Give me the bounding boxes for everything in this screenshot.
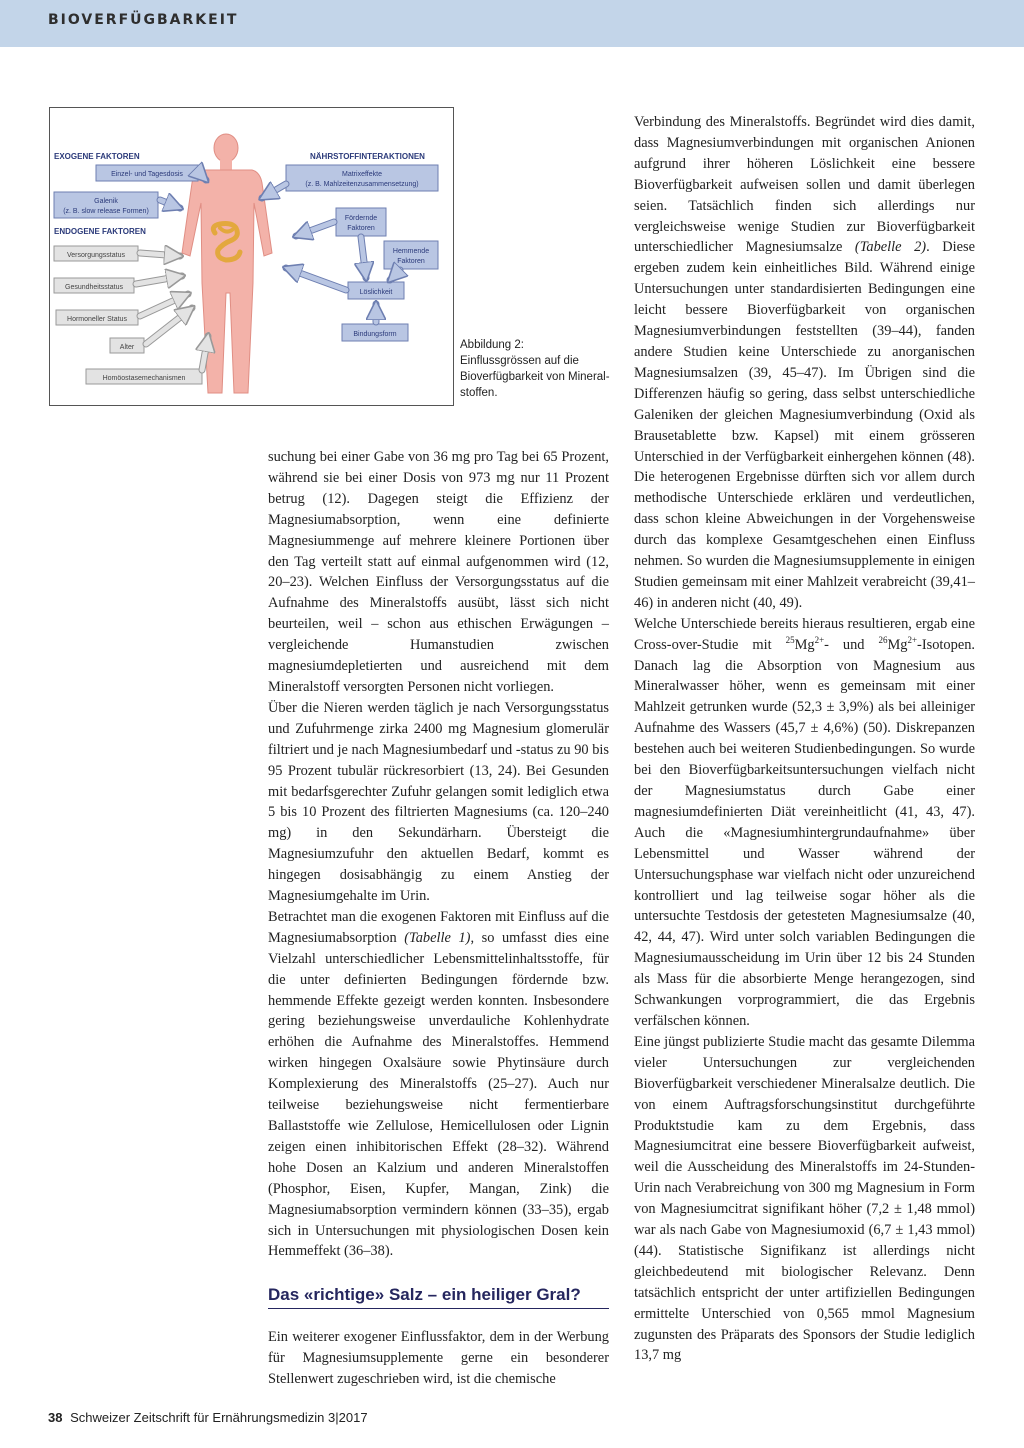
box-foerdernde-label-2: Faktoren	[347, 225, 375, 232]
box-foerdernde-label-1: Fördernde	[344, 215, 378, 222]
figure-heading-exogen: EXOGENE FAKTOREN	[54, 152, 140, 161]
column-middle-continued	[268, 1327, 609, 1390]
isotope-element: Mg	[794, 636, 815, 653]
paragraph: Über die Nieren werden täglich je nach Versorgungsstatus und Zufuhrmenge zirka 2400 mg Magnesium glomerulär filtriert und je nach Magnesiumbedarf und -status zu 90 bis 95 Prozent tubulär rückresorbiert (13, 24). Bei Gesunden mit bedarfsgerechter Zufuhr gelangen somit lediglich etwa 5 bis 10 Prozent des filtrierten Magnesiums (ca. 120–240 mg) in den Sekundärharn. Übersteigt die Magnesiumzufuhr den aktuellen Bedarf, kommt es hingegen dosisabhängig zu einem Anstieg der Magnesiumgehalte im Urin.	[268, 699, 609, 905]
figure-influence-diagram	[49, 107, 454, 406]
figure-heading-naehrstoff: NÄHRSTOFFINTERAKTIONEN	[310, 152, 425, 161]
figure-caption	[460, 337, 620, 401]
text-run: Welche Unterschiede bereits hieraus resultieren, ergab eine Cross-over-Studie mit	[634, 615, 975, 653]
box-hemmende-label-2: Faktoren	[397, 258, 425, 265]
table-reference-link[interactable]: (Tabelle 2)	[854, 239, 927, 256]
box-loeslichkeit-label: Löslichkeit	[359, 289, 393, 296]
box-einzeldosis-label: Einzel- und Tagesdosis	[111, 171, 183, 178]
box-matrix-label-2: (z. B. Mahlzeitenzusammensetzung)	[305, 181, 419, 188]
caption-line: Bioverfügbarkeit von Mineral-	[460, 371, 610, 383]
paragraph	[268, 907, 609, 1262]
diagram-svg	[50, 108, 453, 405]
section-heading-rule	[268, 1308, 609, 1309]
isotope-element: Mg	[887, 636, 908, 653]
caption-line: Abbildung 2:	[460, 339, 524, 351]
column-middle	[268, 447, 609, 1262]
paragraph	[634, 112, 975, 614]
paragraph	[634, 614, 975, 1032]
box-galenik-label-2: (z. B. slow release Formen)	[63, 208, 149, 215]
box-galenik-label-1: Galenik	[94, 198, 118, 205]
box-matrix-label-1: Matrixeffekte	[342, 171, 382, 178]
box-alter-label: Alter	[119, 344, 135, 351]
box-bindungsform-label: Bindungsform	[353, 331, 397, 338]
column-right	[634, 112, 975, 1366]
figure-heading-endogen: ENDOGENE FAKTOREN	[54, 227, 146, 236]
paragraph: suchung bei einer Gabe von 36 mg pro Tag bei 65 Prozent, während sie bei einer Dosis von 973 mg nur 11 Prozent betrug (12). Dagegen steigt die Effizienz der Magnesiumabsorption, wenn eine definierte Magnesiummenge auf mehrere kleinere Portionen über den Tag verteilt statt auf einmal aufgenommen wird (12, 20–23). Welchen Einfluss der Versorgungsstatus auf die Aufnahme des Mineralstoffs ausübt, lässt sich nicht beurteilen, weil – schon aus ethischen Erwägungen – vergleichende Humanstudien zwischen magnesiumdepletierten und ausreichend mit dem Mineralstoff versorgten Personen nicht vorliegen.	[268, 449, 609, 695]
page-number: 38	[48, 1410, 63, 1425]
arrows-naehrstoff	[262, 184, 400, 322]
text-run: - und	[824, 636, 879, 653]
table-reference-link[interactable]: (Tabelle 1)	[404, 929, 471, 946]
paragraph: Eine jüngst publizierte Studie macht das gesamte Dilemma vieler Untersuchungen zur vergleichenden Bioverfügbarkeit verschiedener Mineralsalze deutlich. Die von einem Auftragsforschungsinstitut durchgeführte Produktstudie kam zu dem Ergebnis, dass Magnesiumcitrat eine bessere Bioverfügbarkeit aufweist, weil die Ausscheidung des Mineralstoffs im 24-Stunden-Urin nach Verabreichung von 300 mg Magnesium in Form von Magnesiumcitrat signifikant höher (7,2 ± 1,48 mmol) war als nach Gabe von Magnesiumoxid (6,7 ± 1,43 mmol) (44). Statistische Signifikanz ist allerdings nicht gleichbedeutend mit biologischer Relevanz. Denn tatsächlich entspricht der unter artifiziellen Bedingungen ermittelte Unterschied von 0,565 mmol Magnesium zugunsten des Präparats des Sponsors der Studie lediglich 13,7 mg	[634, 1033, 975, 1364]
isotope-charge: 2+	[814, 634, 825, 645]
box-versorgung-label: Versorgungsstatus	[67, 252, 125, 259]
box-hemmende-label-1: Hemmende	[392, 248, 430, 255]
arrows-endogen	[136, 253, 208, 370]
isotope-mass-25: 25	[785, 634, 795, 645]
text-run: , so umfasst dies eine Vielzahl unterschiedlicher Lebensmittelinhaltsstoffe, für die unter definierten Bedingungen fördernde bzw. hemmende Effekte gezeigt werden konnten. Insbesondere gering beziehungsweise unverdauliche Kohlenhydrate erhöhen die Aufnahme des Mineralstoffes. Hemmend wirken hingegen Oxalsäure sowie Phytinsäure durch Komplexierung des Mineralstoffs (25–27). Auch nur teilweise beziehungsweise nicht fermentierbare Ballaststoffe wie Zellulose, Hemicellulosen oder Lignin zeigen einen inhibitorischen Effekt (28–32). Während hohe Dosen an Kalzium und anderen Mineralstoffen (Phosphor, Eisen, Kupfer, Mangan, Zink) die Magnesiumabsorption vermindern können (33–35), ergab sich in Untersuchungen mit physiologischen Dosen kein Hemmeffekt (36–38).	[268, 929, 609, 1260]
text-run: . Diese ergeben zudem kein einheitliches Bild. Während einige Untersuchungen unter standardisierten Bedingungen eine leicht bessere Bioverfügbarkeit von organischen Magnesiumverbindungen feststellten (39–44), fanden andere Studien keine Unterschiede zu anorganischen Magnesiumsalzen (39, 45–47). Im Übrigen sind die Differenzen häufig so gering, dass selbst unterschiedliche Galeniken der gleichen Magnesiumverbindung (Oxid als Brausetablette bzw. Kapsel) mit einem grösseren Unterschied in der Verfügbarkeit einhergehen können (48). Die heterogenen Ergebnisse dürften sich vor allem durch methodische Unterschiede erklären und verdeutlichen, dass schon kleine Abweichungen in der Vorgehensweise durch das komplexe Gesamtgeschehen einen Einfluss nehmen. So wurden die Magnesiumsupplemente in einigen Studien gemeinsam mit einer Mahlzeit verabreicht (39,41–46) in anderen nicht (40, 49).	[634, 239, 975, 611]
caption-line: Einflussgrössen auf die	[460, 355, 579, 367]
isotope-charge: 2+	[907, 634, 918, 645]
page-footer	[48, 1410, 368, 1425]
section-label: BIOVERFÜGBARKEIT	[48, 12, 239, 28]
caption-line: stoffen.	[460, 387, 498, 399]
paragraph: Ein weiterer exogener Einflussfaktor, dem in der Werbung für Magnesiumsupplemente gerne ein besonderer Stellenwert zugeschrieben wird, ist die chemische	[268, 1329, 609, 1387]
section-heading: Das «richtige» Salz – ein heiliger Gral?	[268, 1285, 581, 1304]
journal-title: Schweizer Zeitschrift für Ernährungsmedizin 3|2017	[70, 1410, 368, 1425]
box-gesundheit-label: Gesundheitsstatus	[65, 284, 123, 291]
text-run: Betrachtet man die exogenen Faktoren mit Einfluss auf die Magnesiumabsorption	[268, 908, 609, 946]
isotope-mass-26: 26	[878, 634, 888, 645]
box-homoeostase-label: Homöostasemechanismen	[102, 375, 186, 382]
box-hormonell-label: Hormoneller Status	[67, 316, 127, 323]
text-run: Verbindung des Mineralstoffs. Begründet wird dies damit, dass Magnesiumverbindungen mit organischen Anionen aufgrund ihrer höheren Löslichkeit eine bessere Bioverfügbarkeit aufweisen sollen und damit überlegen seien. Tatsächlich finden sich allerdings nur vergleichsweise wenige Studien zur Bioverfügbarkeit unterschiedlicher Magnesiumsalze	[634, 114, 975, 256]
text-run: -Isotopen. Danach lag die Absorption von Magnesium aus Mineralwasser höher, wenn es gemeinsam mit einer Mahlzeit getrunken wurde (52,3 ± 3,9%) als bei alleiniger Aufnahme des Wassers (45,7 ± 4,6%) (50). Diskrepanzen bestehen auch bei weiteren Studienbedingungen. So wurde bei den Bioverfügbarkeitsuntersuchungen vielfach nicht der Magnesiumstatus durch Gabe einer magnesiumdefinierten Diät vereinheitlicht (41, 43, 47). Auch die «Magnesiumhintergrundaufnahme» über Lebensmittel und Wasser während der Untersuchungsphase war vielfach nicht oder unzureichend kontrolliert und lag teilweise sogar höher als die untersuchte Testdosis der getesteten Magnesiumsalze (40, 42, 44, 47). Wird unter solch variablen Bedingungen die Magnesiumausscheidung im Urin über 12 bis 24 Stunden als Mass für die absorbierte Menge herangezogen, sind Schwankungen vorprogrammiert, die das Ergebnis verfälschen können.	[634, 636, 975, 1029]
